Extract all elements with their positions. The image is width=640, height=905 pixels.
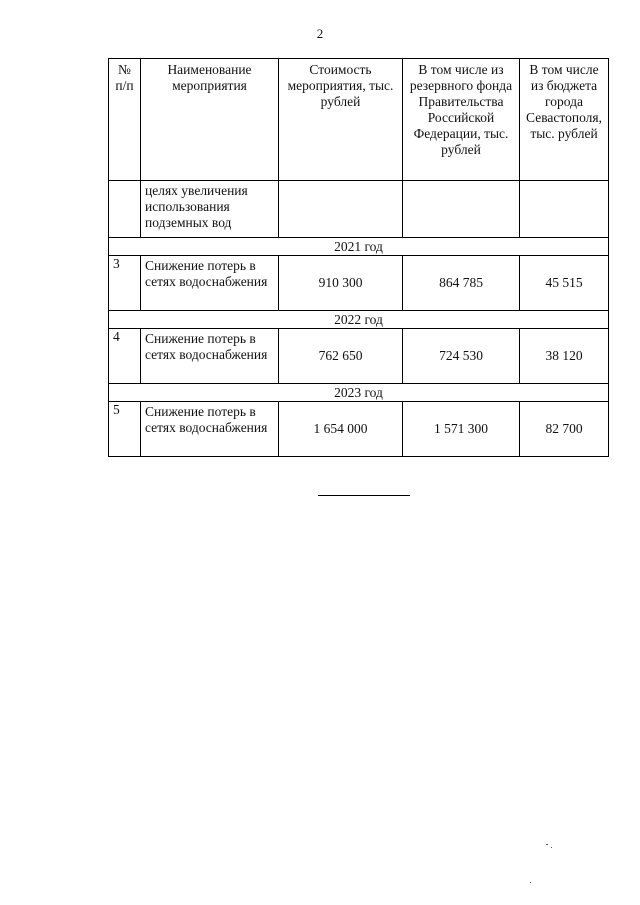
header-city-budget: В том числе из бюджета города Севастополя, тыс. рублей <box>520 59 609 181</box>
cell-number: 3 <box>109 256 141 311</box>
cell-city <box>520 181 609 238</box>
year-label: 2022 год <box>109 311 609 329</box>
table-row <box>109 402 609 457</box>
cell-federal: 1 571 300 <box>403 402 520 457</box>
year-label: 2021 год <box>109 238 609 256</box>
cell-city: 45 515 <box>520 256 609 311</box>
header-name: Наименование мероприятия <box>141 59 279 181</box>
cell-city: 38 120 <box>520 329 609 384</box>
table-row-continuation <box>109 181 609 238</box>
cell-federal <box>403 181 520 238</box>
cell-name: Снижение потерь в сетях водоснабжения <box>141 329 279 384</box>
year-label: 2023 год <box>109 384 609 402</box>
table-row <box>109 329 609 384</box>
page-number: 2 <box>316 26 324 41</box>
cell-name: целях увеличения использования подземных вод <box>141 181 279 238</box>
cell-cost: 1 654 000 <box>279 402 403 457</box>
cell-cost <box>279 181 403 238</box>
table-row <box>109 256 609 311</box>
header-cost: Стоимость мероприятия, тыс. рублей <box>279 59 403 181</box>
scan-speck <box>551 847 552 848</box>
header-federal-fund: В том числе из резервного фонда Правительства Российской Федерации, тыс. рублей <box>403 59 520 181</box>
cell-cost: 910 300 <box>279 256 403 311</box>
cell-name: Снижение потерь в сетях водоснабжения <box>141 256 279 311</box>
cell-name: Снижение потерь в сетях водоснабжения <box>141 402 279 457</box>
header-number: № п/п <box>109 59 141 181</box>
end-of-table-rule <box>318 495 410 496</box>
year-row-2021 <box>109 238 609 256</box>
cell-number: 5 <box>109 402 141 457</box>
scan-speck <box>546 844 548 845</box>
scan-speck <box>530 882 531 883</box>
year-row-2023 <box>109 384 609 402</box>
cell-number: 4 <box>109 329 141 384</box>
funding-table <box>108 58 609 457</box>
table-header-row <box>109 59 609 181</box>
cell-cost: 762 650 <box>279 329 403 384</box>
cell-federal: 724 530 <box>403 329 520 384</box>
cell-city: 82 700 <box>520 402 609 457</box>
year-row-2022 <box>109 311 609 329</box>
cell-number <box>109 181 141 238</box>
cell-federal: 864 785 <box>403 256 520 311</box>
